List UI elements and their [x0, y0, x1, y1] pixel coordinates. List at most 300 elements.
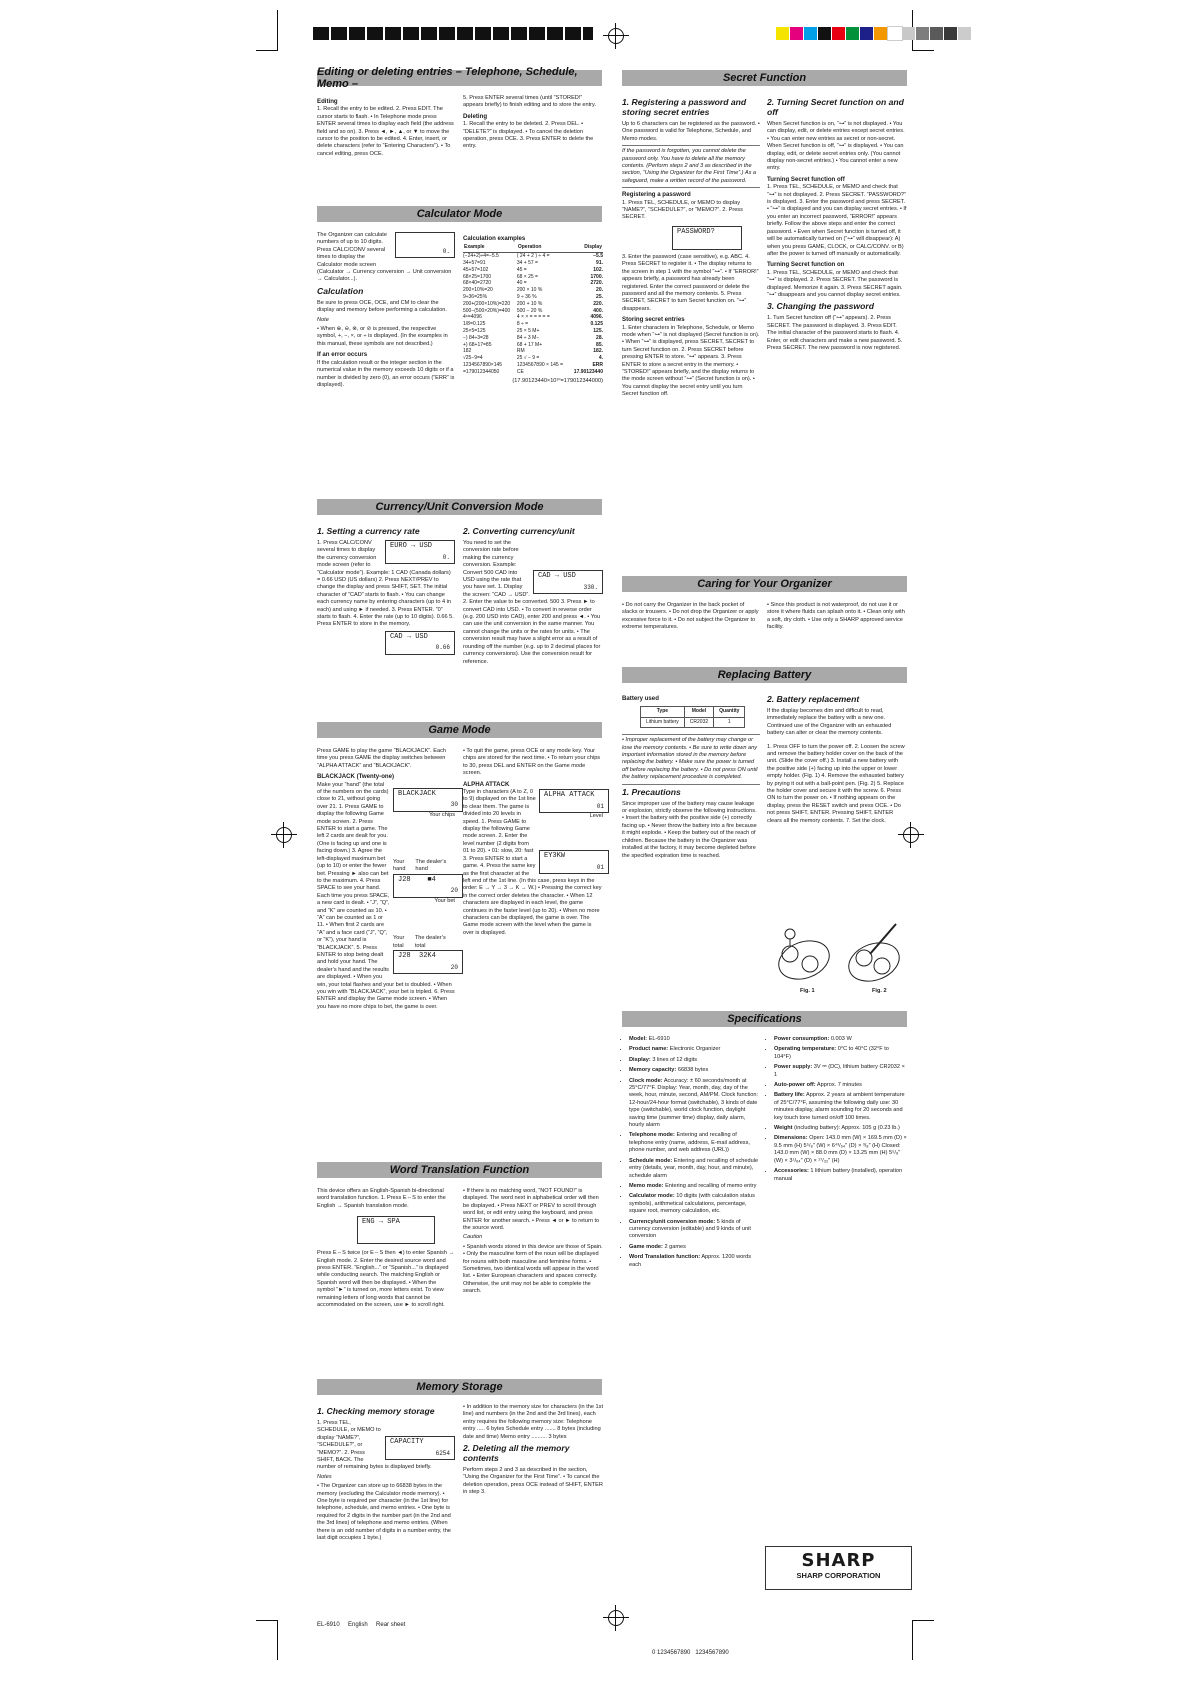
- registration-mark: [903, 827, 919, 843]
- editing-step5: 5. Press ENTER several times (until “STORED!” appears briefly) to finish editing and to store the entry.: [463, 95, 596, 109]
- calc-col-operation: Operation: [517, 243, 570, 252]
- calc-example-cell: 1234567890×145: [463, 361, 503, 368]
- alpha-game-display: [539, 850, 609, 874]
- logo-brand: SHARP: [801, 1550, 876, 1571]
- calc-examples-table: [463, 243, 603, 375]
- list-item: [774, 1168, 907, 1183]
- list-item: [629, 1244, 760, 1251]
- memory-heading-1: 1. Checking memory storage: [317, 1406, 435, 1416]
- calc-example-cell: 1/8=0.125: [463, 321, 486, 328]
- calc-col-display: Display: [570, 243, 603, 252]
- table-row: [463, 301, 603, 308]
- spec-value: 3V ⎓ (DC), lithium battery CR2032 × 1: [774, 1064, 905, 1078]
- color-swatch: [902, 27, 916, 40]
- currency-display-3-top: CAD → USD: [538, 572, 576, 580]
- table-row: [463, 280, 603, 287]
- calc-operation-cell: 45 =: [516, 266, 527, 273]
- table-row: [463, 308, 603, 315]
- your-total-label: Your total: [393, 935, 405, 949]
- calc-example-cell: 25×5=125: [463, 327, 486, 334]
- table-row: [463, 253, 603, 260]
- level-label: Level: [589, 813, 603, 820]
- calc-operation-cell: 84 ÷ 3 M−: [516, 334, 540, 341]
- spec-value: (including battery): Approx. 105 g (0.23 lb.): [794, 1125, 900, 1132]
- secret-left: [622, 95, 760, 401]
- section-title-caring: Caring for Your Organizer: [622, 576, 907, 592]
- calc-example-cell: 45+57=102: [463, 266, 489, 273]
- calc-example-cell: +) 68+17=85: [463, 341, 492, 348]
- calc-table-footnote: (17.90123440×10¹⁰=179012344000): [512, 377, 603, 384]
- currency-left: [317, 524, 455, 655]
- battery-table: [640, 706, 745, 728]
- battery-type: Lithium battery: [641, 717, 685, 727]
- secret-heading-1: 1. Registering a password and storing secret entries: [622, 97, 747, 117]
- section-title-battery: Replacing Battery: [622, 667, 907, 683]
- battery-model: CR2032: [684, 717, 713, 727]
- spec-value: Approx. 2 years at ambient temperature of 25°C/77°F, assuming the following daily use: 30 minutes display, alarm sounding for 20 seconds and key touch tone turned on/off 100 times.: [774, 1092, 905, 1121]
- footer-code: 0 1234567890 1234567890: [652, 1650, 729, 1656]
- battery-used-label: Battery used: [622, 695, 659, 702]
- battery-left: [622, 692, 760, 862]
- calc-operation-cell: 68 + 17 M+: [516, 341, 543, 348]
- spec-label: Dimensions:: [774, 1135, 808, 1142]
- spec-label: Power supply:: [774, 1064, 813, 1071]
- calc-operation-cell: 40 =: [516, 280, 527, 287]
- alpha-display: [539, 789, 609, 813]
- calc-display: [395, 232, 455, 258]
- game-left: [317, 748, 458, 1013]
- alpha-game-display-value: 01: [596, 864, 604, 872]
- capacity-display-top: CAPACITY: [390, 1438, 424, 1446]
- spec-value: Electronic Organizer: [669, 1046, 721, 1053]
- figure-2-label: Fig. 2: [872, 988, 887, 994]
- table-row: [463, 260, 603, 267]
- spec-value: Accuracy: ± 60 seconds/month at 25°C/77°F. Display: Year, month, day, day of the week, hour, minute, second, AM/PM. Clock function: 12-hour/24-hour format (switchable), 3 kinds of date type (switchable), world clock function, daylight saving time (summer time) display, daily alarm, hourly alarm: [629, 1077, 759, 1129]
- table-row: [463, 267, 603, 274]
- word-display-top: ENG → SPA: [362, 1218, 400, 1227]
- memory-text-3: Perform steps 2 and 3 as described in the section, “Using the Organizer for the First Time”. • To cancel the deletion operation, press OCE instead of SHIFT, ENTER in step 3.: [463, 1467, 603, 1496]
- calc-display-cell: 182.: [593, 348, 603, 355]
- battery-col-quantity: Quantity: [714, 707, 745, 717]
- currency-display-1-top: EURO → USD: [390, 542, 433, 550]
- spec-value: 66838 bytes: [677, 1067, 709, 1074]
- spec-value: Approx. 7 minutes: [816, 1082, 862, 1089]
- capacity-display: [385, 1436, 455, 1460]
- word-caution-text: • Spanish words stored in this device are those of Spain. • Only the masculine form of the noun will be displayed for nouns with both masculine and feminine forms. • Sometimes, two identical words will appear in the word list. • Enter European characters and spaces correctly. Otherwise, the unit may not be able to complete the search.: [463, 1243, 603, 1295]
- battery-precautions-text: Since improper use of the battery may cause leakage or explosion, strictly observe the following instructions. • Insert the battery with the positive side (+) correctly facing up. • Never throw the battery into a fire because it might explode. • Keep the battery out of the reach of children. Because the battery in the Organizer was installed at the factory, it may become depleted before the specified expiration time is reached.: [622, 800, 757, 859]
- table-row: [463, 335, 603, 342]
- table-row: [463, 342, 603, 349]
- registration-mark: [608, 1610, 624, 1626]
- crop-mark: [912, 1620, 934, 1621]
- section-title-secret: Secret Function: [622, 70, 907, 86]
- battery-col-model: Model: [684, 707, 713, 717]
- secret-right: [767, 95, 907, 354]
- calc-operation-cell: 9 ÷ 36 %: [516, 293, 537, 300]
- currency-heading-1: 1. Setting a currency rate: [317, 526, 420, 536]
- table-row: [463, 274, 603, 281]
- deleting-heading: Deleting: [463, 112, 488, 120]
- list-item: [629, 1057, 760, 1064]
- section-title-memory: Memory Storage: [317, 1379, 602, 1395]
- caring-right-text: • Since this product is not waterproof, do not use it or store it where fluids can splash onto it. • Clean only with a soft, dry cloth. • Use only a SHARP approved service facility.: [767, 602, 905, 631]
- calc-operation-cell: ( 24 + 2 ) ÷ 4 =: [516, 253, 550, 260]
- battery-replacement-text-2: 1. Press OFF to turn the power off. 2. Loosen the screw and remove the battery holder cover on the back of the unit. (Slide the cover off.) 3. Install a new battery with the positive side (+) facing up into the upper or lower empty holder. (Fig. 1) 4. Remove the exhausted battery by prying it out with a ball-point pen. (Fig. 2) 5. Replace the holder cover and secure it with the screw. 6. Press ON to turn the power on. • If nothing appears on the display, press the RESET switch and press OCE. • Do not press SHIFT, ENTER. Pressing SHIFT, ENTER clears all the memory contents. 7. Set the clock.: [767, 743, 905, 824]
- list-item: [774, 1064, 907, 1079]
- store-heading: Storing secret entries: [622, 316, 685, 324]
- currency-display-2: [385, 631, 455, 655]
- currency-display-1: [385, 540, 455, 564]
- table-row: [463, 369, 603, 376]
- secret-on-heading: Turning Secret function on: [767, 261, 845, 269]
- calc-col-example: Example: [463, 243, 517, 252]
- list-item: [629, 1078, 760, 1130]
- memory-notes-label: Notes: [317, 1473, 332, 1480]
- game-right: [463, 748, 603, 939]
- memory-left: [317, 1404, 455, 1545]
- alpha-display-top: ALPHA ATTACK: [544, 791, 595, 800]
- currency-display-2-value: 0.66: [435, 644, 450, 652]
- blackjack-display-top: BLACKJACK: [398, 789, 436, 798]
- spec-label: Accessories:: [774, 1168, 809, 1175]
- spec-label: Product name:: [629, 1046, 669, 1053]
- calc-example-cell: =179012344050: [463, 368, 500, 375]
- crop-mark: [277, 1620, 278, 1660]
- dealers-hand-label: The dealer’s hand: [415, 859, 447, 873]
- calc-operation-cell: 200 + 10 %: [516, 300, 543, 307]
- calculator-left: [317, 232, 455, 391]
- calc-display-cell: 91.: [596, 260, 603, 266]
- word-right: [463, 1188, 603, 1298]
- calc-operation-cell: RM: [516, 348, 525, 355]
- register-text: 1. Press TEL, SCHEDULE, or MEMO to display “NAME?”, “SCHEDULE?”, or “MEMO?”. 2. Press SECRET.: [622, 199, 743, 221]
- alpha-display-value: 01: [596, 802, 604, 810]
- spec-label: Display:: [629, 1056, 651, 1063]
- currency-display-1-value: 0.: [442, 553, 450, 561]
- memory-right: [463, 1404, 603, 1499]
- battery-figure-2: [840, 922, 910, 988]
- calc-note-text: • When ⊕, ⊖, ⊗, or ⊘ is pressed, the respective symbol, +, −, ×, or ÷ is displayed. (In the examples in this manual, these symbols are not described.): [317, 326, 448, 347]
- currency-heading-2: 2. Converting currency/unit: [463, 526, 575, 536]
- your-bet-label: Your bet: [434, 897, 455, 904]
- color-swatch: [860, 27, 874, 40]
- capacity-display-value: 6254: [435, 1449, 450, 1457]
- color-swatch: [804, 27, 818, 40]
- calc-example-cell: 68×25=1700: [463, 273, 492, 280]
- battery-heading-1: 1. Precautions: [622, 786, 681, 797]
- registration-mark: [276, 827, 292, 843]
- secret-off-heading: Turning Secret function off: [767, 175, 845, 183]
- calc-operation-cell: 8 ÷ =: [516, 321, 529, 328]
- editing-text: 1. Recall the entry to be edited. 2. Press EDIT. The cursor starts to flash. • In Telephone mode press ENTER several times to display each field (the address field and so on). 3. Press ◄, ►, ▲, or ▼ to move the cursor to the position to be edited. 4. Enter, insert, or delete characters (refer to “Entering Characters”). • To cancel editing, press OCE.: [317, 106, 454, 157]
- calc-intro: The Organizer can calculate numbers of up to 10 digits. Press CALC/CONV several times to display the Calculator mode screen (Calculator → Currency conversion → Unit conversion → Calculator...).: [317, 232, 452, 283]
- calc-display-cell: 0.125: [590, 321, 603, 328]
- your-hand-label: Your hand: [393, 859, 406, 873]
- calc-table-title: Calculation examples: [463, 235, 526, 242]
- spec-label: Model:: [629, 1036, 648, 1042]
- figure-1-label: Fig. 1: [800, 988, 815, 994]
- spec-label: Telephone mode:: [629, 1132, 675, 1139]
- battery-replacement-text-1: If the display becomes dim and difficult to read, immediately replace the battery with a new one. Continued use of the Organizer with an exhausted battery can alter or clear the memory contents.: [767, 708, 892, 737]
- secret-heading-3: 3. Changing the password: [767, 301, 874, 312]
- table-row: [463, 294, 603, 301]
- register-heading: Registering a password: [622, 191, 691, 199]
- color-swatch: [776, 27, 790, 40]
- memory-text-1: 1. Press TEL, SCHEDULE, or MEMO to display “NAME?”, “SCHEDULE?”, or “MEMO?”. 2. Press SHIFT, BACK. The number of remaining bytes is displayed briefly.: [317, 1420, 432, 1471]
- list-item: [629, 1158, 760, 1180]
- calc-note-label: Note: [317, 316, 329, 323]
- spec-value: Approx. 1200 words each: [629, 1254, 752, 1268]
- caring-left: [622, 602, 760, 634]
- calc-display-cell: 220.: [593, 300, 603, 307]
- spec-label: Calculator mode:: [629, 1193, 675, 1200]
- specs-left: [622, 1036, 760, 1272]
- calc-display-cell: 400.: [593, 307, 603, 314]
- section-title-specs: Specifications: [622, 1011, 907, 1027]
- calc-operation-cell: 34 + 57 =: [516, 260, 538, 266]
- spec-label: Word Translation function:: [629, 1254, 701, 1261]
- list-item: [629, 1254, 760, 1269]
- calc-display-cell: ERR: [592, 361, 603, 368]
- calc-display-cell: 4096.: [590, 314, 603, 321]
- calc-display-value: 0.: [442, 247, 450, 255]
- your-chips-label: Your chips: [429, 811, 455, 818]
- result-display: J28 32K4 20: [393, 950, 463, 974]
- color-swatch: [888, 27, 902, 40]
- crop-mark: [912, 1620, 913, 1660]
- list-item: [629, 1046, 760, 1053]
- spec-value: 1 lithium battery (installed), operation manual: [774, 1168, 903, 1182]
- calc-operation-cell: 200 × 10 %: [516, 287, 543, 294]
- spec-label: Power consumption:: [774, 1036, 830, 1042]
- color-swatch: [874, 27, 888, 40]
- secret-text-1: Up to 6 characters can be registered as the password. • One password is valid for Telephone, Schedule, and Memo modes.: [622, 121, 760, 142]
- battery-col-type: Type: [641, 707, 685, 717]
- list-item: [774, 1046, 907, 1061]
- color-swatch: [958, 27, 972, 40]
- calc-example-cell: √25−9=4: [463, 355, 483, 362]
- calc-operation-cell: 25 √ − 9 =: [516, 355, 540, 362]
- list-item: [629, 1036, 760, 1043]
- spec-label: Auto-power off:: [774, 1082, 816, 1089]
- calc-operation-cell: 1234567890 × 145 =: [516, 361, 564, 368]
- blackjack-display-value: 30: [450, 801, 458, 809]
- battery-italic-warning: • Improper replacement of the battery may change or lose the memory contents. • Be sure to write down any important information stored in the memory before replacing the battery. • Make sure the power is turned off before replacing the battery. • Do not press ON until the battery replacement procedure is completed.: [622, 734, 760, 784]
- calc-display-cell: 102.: [593, 266, 603, 273]
- secret-off-text: 1. Press TEL, SCHEDULE, or MEMO and check that “⊶” is not displayed. 2. Press SECRET. “PASSWORD?” is displayed. 3. Enter the password and press SECRET. • “⊶” is displayed and you can display secret entries. • If you enter an incorrect password, “ERROR!” appears briefly. Follow the above steps and enter the correct password. • Even when Secret function is turned off, it will be automatically turned on (“⊶” will disappear): A) when you press GAME, CLOCK, or CALC/CONV. or B) after the power is turned off manually or automatically.: [767, 184, 907, 257]
- memory-notes-text: • The Organizer can store up to 66838 bytes in the memory (excluding the Calculator mode memory). • One byte is required per character (in the 1st line) for telephone, schedule, and memo entries. • One byte is required for 2 digits in the number part (in the 2nd and the 3rd lines) of telephone and memo entries. (When there is an odd number of digits in a number entry, the last digit occupies 1 byte.): [317, 1483, 451, 1542]
- calc-example-cell: 200+(200×10%)=220: [463, 300, 511, 307]
- color-swatch: [916, 27, 930, 40]
- sharp-logo: [765, 1546, 912, 1590]
- footer-left: EL-6910 English Rear sheet: [317, 1622, 406, 1628]
- logo-corporation: SHARP CORPORATION: [796, 1571, 881, 1580]
- secret-italic-note: If the password is forgotten, you cannot delete the password only. You have to delete all the memory contents. (Perform steps 2 and 3 as described in the section, “Using the Organizer for the First Time”.) As a safeguard, make a written record of the password.: [622, 145, 760, 188]
- calc-example-cell: 9÷36=25%: [463, 293, 488, 300]
- deleting-text: 1. Recall the entry to be deleted. 2. Press DEL. • “DELETE?” is displayed. • To cancel the deletion operation, press OCE. 3. Press ENTER to delete the entry.: [463, 121, 594, 150]
- crop-mark: [277, 10, 278, 50]
- section-title-game: Game Mode: [317, 722, 602, 738]
- spec-label: Game mode:: [629, 1243, 663, 1250]
- memory-heading-2: 2. Deleting all the memory contents: [463, 1443, 570, 1464]
- spec-label: Weight: [774, 1125, 793, 1132]
- blackjack-display: [393, 788, 463, 812]
- spec-value: 5 kinds of currency conversion (editable) and 9 kinds of unit conversion: [629, 1218, 751, 1240]
- calc-display-cell: 85.: [596, 341, 603, 348]
- error-heading: If an error occurs: [317, 351, 368, 359]
- spec-value: 3 lines of 12 digits: [652, 1056, 698, 1063]
- hand-display: J28 ■4 20: [393, 874, 463, 898]
- calc-display-cell: 4.: [598, 355, 603, 362]
- section-title-editing: Editing or deleting entries – Telephone, Schedule, Memo –: [317, 70, 602, 86]
- color-swatch: [790, 27, 804, 40]
- color-swatch: [930, 27, 944, 40]
- table-row: [463, 314, 603, 321]
- battery-figure-1: [770, 924, 840, 988]
- calc-text: Be sure to press OCE, OCE, and CM to clear the display and memory before performing a calculation.: [317, 299, 447, 314]
- word-display: [357, 1216, 435, 1244]
- calc-operation-cell: 500 − 20 %: [516, 307, 543, 314]
- crop-mark: [256, 1620, 278, 1621]
- battery-quantity: 1: [714, 717, 745, 727]
- blackjack-text: Make your “hand” (the total of the numbers on the cards) close to 21, without going over 21. 1. Press GAME to display the following Game mode screen. 2. Press ENTER to start a game. The left 2 cards are dealt for you. (One is facing up and one is facing down.) 3. Agree the left-displayed maximum bet (up to 10) or enter the fewer bet. Pressing ► also can bet to the maximum. 4. Press SPACE to see your hand. Each time you press SPACE, a new card is dealt. • “J”, “Q”, and “K” are counted as 10. • “A” can be counted as 1 or 11. • When first 2 cards are “A” and a face card (“J”, “Q”, or “K”), your hand is “BLACKJACK”. 5. Press ENTER to stop being dealt and hold your hand. The dealer’s hand and the results are displayed. • When you win, your total flashes and your bet is doubled. • When you win with “BLACKJACK”, your bet is tripled. 6. Press ENTER and display the Game mode screen. • When you have no more chips to bet, the game is over.: [317, 781, 455, 1010]
- calc-operation-cell: 68 × 25 =: [516, 273, 538, 280]
- calc-example-cell: (−24+2)÷4=−5.5: [463, 253, 499, 260]
- secret-heading-2: 2. Turning Secret function on and off: [767, 97, 904, 117]
- calc-example-cell: 200×10%=20: [463, 287, 493, 294]
- black-bar: [313, 27, 593, 40]
- table-row: [463, 321, 603, 328]
- calc-heading: Calculation: [317, 285, 364, 296]
- section-title-word: Word Translation Function: [317, 1162, 602, 1178]
- currency-right: [463, 524, 603, 668]
- spec-value: Open: 143.0 mm (W) × 169.5 mm (D) × 9.5 mm (H) 5⁵/₈″ (W) × 6⁴³/₆₄″ (D) × ³/₈″ (H) Closed: 143.0 mm (W) × 88.0 mm (D) × 13.25 mm (H) 5⁵/₈″ (W) × 3⁳/₆₄″ (D) × ¹⁷/₃₂″ (H): [774, 1135, 907, 1164]
- alpha-heading: ALPHA ATTACK: [463, 780, 510, 788]
- editing-left: [317, 95, 455, 160]
- calc-operation-cell: 4 × × = = = = =: [516, 314, 550, 321]
- calc-display-cell: 1700.: [590, 273, 603, 280]
- spec-value: 0.003 W: [830, 1036, 852, 1042]
- spec-label: Clock mode:: [629, 1077, 663, 1084]
- word-text-3: • If there is no matching word, “NOT FOUND!” is displayed. The word next in alphabetical order will then be displayed. • Press NEXT or PREV to scroll through word list, or edit entry using the keyboard, and press ENTER for another search. • Press ◄ or ► to return to the source word.: [463, 1188, 600, 1232]
- spec-label: Schedule mode:: [629, 1157, 673, 1164]
- word-text-1: This device offers an English-Spanish bi-directional word translation function. 1. Press E⇔S to enter the English → Spanish translation mode.: [317, 1188, 446, 1209]
- word-left: [317, 1188, 455, 1311]
- word-caution-label: Caution: [463, 1234, 483, 1241]
- crop-mark: [256, 50, 278, 51]
- list-item: [774, 1125, 907, 1132]
- calc-display-cell: 17.90123440: [573, 368, 603, 375]
- table-row: [463, 362, 603, 369]
- editing-right: [463, 95, 603, 153]
- spec-label: Operating temperature:: [774, 1046, 837, 1053]
- spec-value: 2 games: [664, 1243, 686, 1250]
- calc-example-cell: 182: [463, 348, 472, 355]
- password-display: [672, 226, 742, 250]
- color-swatch: [944, 27, 958, 40]
- calc-display-cell: 25.: [596, 293, 603, 300]
- calc-example-cell: −) 84÷3=28: [463, 334, 489, 341]
- dealers-total-label: The dealer’s total: [414, 935, 446, 949]
- calc-example-cell: 500−(500×20%)=400: [463, 307, 511, 314]
- list-item: [629, 1067, 760, 1074]
- register-text-2: 3. Enter the password (case sensitive), e.g. ABC. 4. Press SECRET to register it. • The display returns to the screen in step 1 with the symbol “⊶”. • If “ERROR!” appears briefly, a password has already been registered. Enter the correct password or delete the password and all the memory contents. 5. Press SECRET, SECRET to turn Secret function on. “⊶” disappears.: [622, 253, 759, 312]
- calc-display-cell: −5.5: [593, 253, 603, 260]
- currency-display-3-value: 330.: [583, 583, 598, 591]
- section-title-currency: Currency/Unit Conversion Mode: [317, 499, 602, 515]
- table-row: [463, 328, 603, 335]
- calc-operation-cell: CE: [516, 368, 524, 375]
- calc-example-cell: 34+57=91: [463, 260, 486, 266]
- list-item: [774, 1036, 907, 1043]
- color-swatch: [818, 27, 832, 40]
- list-item: [629, 1219, 760, 1241]
- spec-value: Entering and recalling of memo entry: [665, 1182, 757, 1189]
- calc-display-cell: 125.: [593, 327, 603, 334]
- spec-value: 0°C to 40°C (32°F to 104°F): [774, 1046, 889, 1060]
- list-item: [774, 1082, 907, 1089]
- store-text: 1. Enter characters in Telephone, Schedule, or Memo mode when “⊶” is not displayed (Secret function is on). • When “⊶” is displayed, press SECRET, SECRET to turn Secret function on. 2. Press SECRET before pressing ENTER to store. “⊶” appears. 3. Press ENTER to store a secret entry in the memory. • “STORED!” appears briefly, and the display returns to the mode screen without “⊶” (Secret function is on). • You cannot display the secret entry until you turn Secret function off.: [622, 324, 760, 398]
- table-row: [463, 287, 603, 294]
- spec-value: EL-6910: [648, 1036, 670, 1042]
- secret-text-2: When Secret function is on, “⊶” is not displayed. • You can display, edit, or delete entries except secret entries. • You can enter new entries as secret or non-secret. When Secret function is off, “⊶” is displayed. • You can display, edit, or delete secret entries only. (You cannot display non-secret entries.) • You cannot enter a new entry.: [767, 121, 905, 172]
- specs-right: [767, 1036, 907, 1186]
- calc-display-cell: 28.: [596, 334, 603, 341]
- calculator-table-area: [463, 232, 603, 387]
- alpha-game-display-top: EY3KW: [544, 852, 566, 861]
- memory-text-2: • In addition to the memory size for characters (in the 1st line) and numbers (in the 2nd and the 3rd lines), each entry requires the following memory size: Telephone entry ..... 6 bytes Schedule entry ....... 8 bytes (including date and time) Memo entry .......... 3 bytes: [463, 1404, 603, 1440]
- word-text-2: Press E⇔S twice (or E⇔S then ◄) to enter Spanish → English mode. 2. Enter the desired source word and press ENTER. “English...” or “Spanish...” is displayed while conducting search. The matching English or Spanish word will then be displayed. • When the symbol “►” is turned on, more letters exist. To view remaining letters of long words that cannot be accommodated on the screen, use ► to scroll right.: [317, 1250, 455, 1309]
- calc-example-cell: 4⁶=4096: [463, 314, 482, 321]
- caring-right: [767, 602, 907, 634]
- spec-value: Entering and recalling of schedule entry (details, year, month, day, hour, and minute), schedule alarm: [629, 1157, 759, 1179]
- spec-value: 10 digits (with calculation status symbols), arithmetical calculations, percentage, square root, memory calculation, etc.: [629, 1193, 755, 1215]
- game-intro: Press GAME to play the game “BLACKJACK”. Each time you press GAME the display switches between “ALPHA ATTACK” and “BLACKJACK”.: [317, 748, 447, 769]
- editing-heading: Editing: [317, 98, 338, 105]
- spec-label: Battery life:: [774, 1092, 805, 1099]
- list-item: [774, 1092, 907, 1122]
- registration-mark: [608, 28, 624, 44]
- error-text: If the calculation result or the integer section in the numerical value in the memory exceeds 10 digits or if a number is divided by zero (0), an error occurs (“ERR” is displayed).: [317, 359, 455, 388]
- caring-left-text: • Do not carry the Organizer in the back pocket of slacks or trousers. • Do not drop the Organizer or apply excessive force to it. • Do not subject the Organizer to extreme temperatures.: [622, 602, 759, 631]
- currency-text-1: 1. Press CALC/CONV several times to display the currency conversion mode screen (refer to “Calculator mode”). Example: 1 CAD (Canada dollars) = 0.66 USD (US dollars) 2. Press NEXT/PREV to change the display and press SHIFT, SET. The initial character of “CAD” starts to flash. • You can change each currency name by entering characters (up to 4 in each) and using ► if needed. 3. Press ENTER. “0” starts to flash. 4. Enter the rate (up to 10 digits). 0.66 5. Press ENTER to store in the memory.: [317, 540, 454, 628]
- calc-display-cell: 20.: [596, 287, 603, 294]
- color-swatch: [832, 27, 846, 40]
- list-item: [629, 1183, 760, 1190]
- battery-heading-2: 2. Battery replacement: [767, 694, 860, 704]
- alpha-text: Type in characters (A to Z, 0 to 9) displayed on the 1st line to clear them. The game is divided into 20 levels in speed. 1. Press GAME to display the following Game mode screen. 2. Enter the level number (2 digits from 01 to 20). • 01: slow, 20: fast 3. Press ENTER to start a game. 4. Press the same key as the first character at the left end of the 1st line. (In this case, press keys in the order: E → Y → 3 → K → W.) • Pressing the correct key in the correct order deletes the character. • When 12 characters are displayed in each level, the game continues in the faster level (up to 20). • When no more characters can be displayed, the game is over. The Game mode screen with the level when the game is over is displayed.: [463, 789, 602, 936]
- calc-example-cell: 68×40=2720: [463, 280, 492, 287]
- calc-display-cell: 2720.: [590, 280, 603, 287]
- list-item: [629, 1132, 760, 1154]
- color-calibration-bar: [776, 27, 972, 40]
- blackjack-heading: BLACKJACK (Twenty-one): [317, 773, 395, 781]
- crop-mark: [912, 50, 934, 51]
- secret-on-text: 1. Press TEL, SCHEDULE, or MEMO and check that “⊶” is displayed. 2. Press SECRET. The password is displayed. Memorize it again. 3. Press SECRET again. “⊶” disappears and you cannot display secret entries.: [767, 269, 903, 298]
- section-title-calculator: Calculator Mode: [317, 206, 602, 222]
- calc-operation-cell: 25 × 5 M+: [516, 327, 540, 334]
- table-row: [463, 355, 603, 362]
- currency-display-3: [533, 570, 603, 594]
- color-swatch: [846, 27, 860, 40]
- spec-label: Memo mode:: [629, 1182, 664, 1189]
- list-item: [774, 1135, 907, 1165]
- spec-label: Memory capacity:: [629, 1067, 677, 1074]
- currency-display-2-top: CAD → USD: [390, 632, 428, 641]
- list-item: [629, 1193, 760, 1215]
- spec-label: Currency/unit conversion mode:: [629, 1218, 716, 1225]
- currency-text-2: You need to set the conversion rate before making the currency conversion. Example: Convert 500 CAD into USD using the rate that you have set. 1. Display the screen: “CAD → USD”. 2. Enter the value to be converted. 500 3. Press ► to convert CAD into USD. • To convert in reverse order (e.g. 200 USD into CAD), enter 200 and press ◄. • You can use the unit conversion in the same manner. You cannot change the units or the rates for units. • The conversion result may have a slight error as a result of rounding off the number (e.g. up to 2 decimal places for currency conversions). Use the conversion result for reference.: [463, 540, 601, 665]
